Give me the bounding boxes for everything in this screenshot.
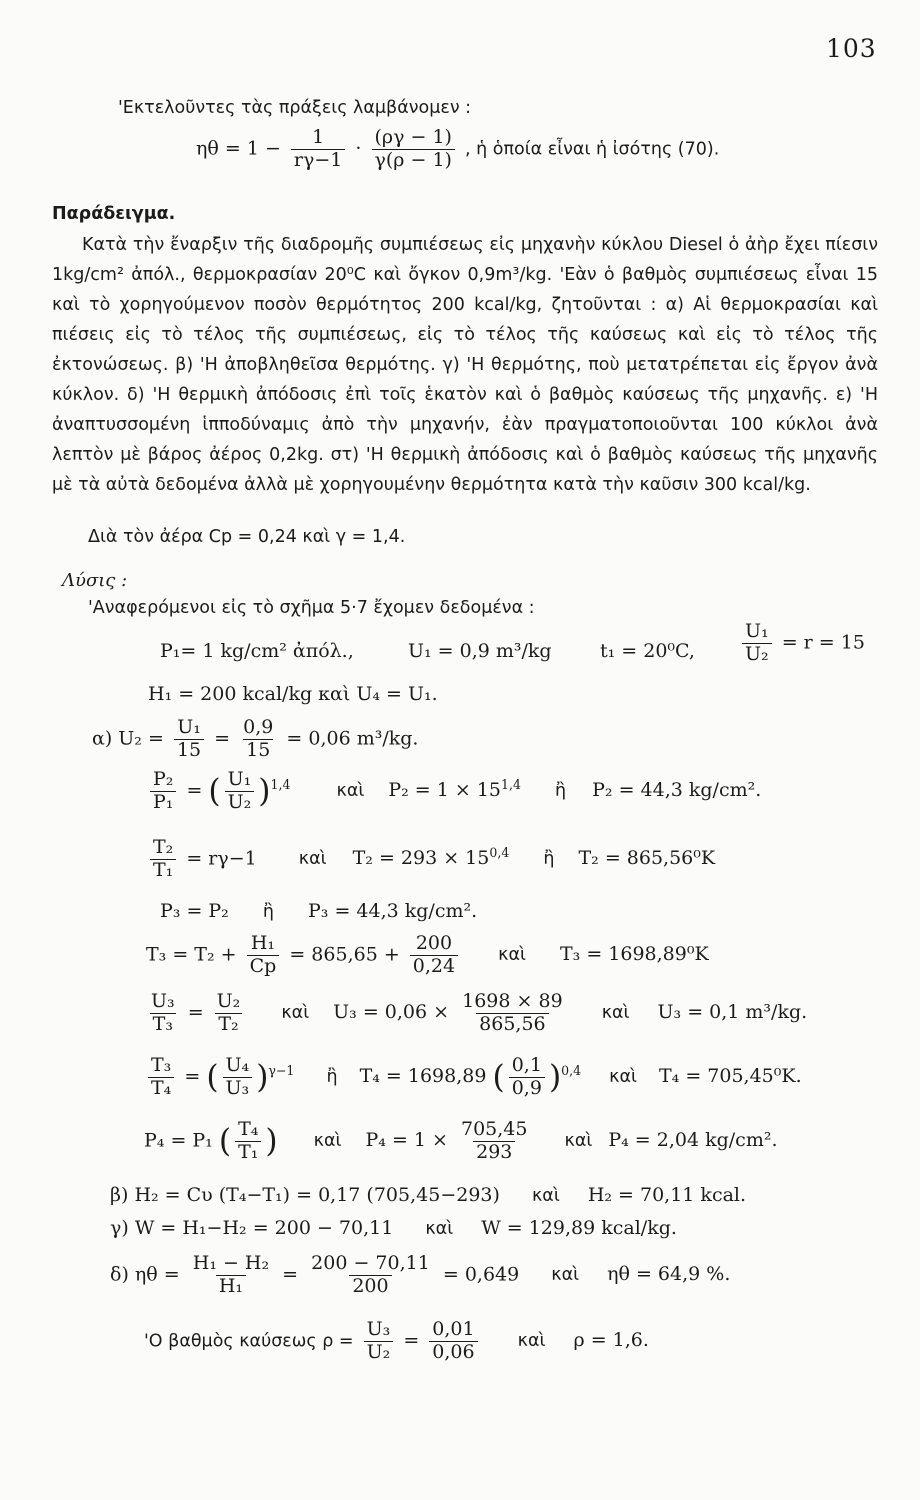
p4-and-2: καὶ <box>564 1131 593 1152</box>
step-d-equals: = <box>282 1263 299 1286</box>
given-ratio <box>738 622 865 665</box>
step-a-fraction-1: $\frac{\text{U₁}}{15}$ <box>174 718 204 761</box>
p4-calc: P₄ = 1 × <box>365 1129 448 1152</box>
p3-or: ἢ <box>262 902 274 922</box>
u3-and-2: καὶ <box>601 1003 630 1024</box>
p2-equals: = <box>186 779 203 802</box>
step-d <box>110 1254 730 1297</box>
u3-calc: U₃ = 0,06 × <box>333 1001 450 1024</box>
example-heading: Παράδειγμα. <box>52 204 176 224</box>
page-number: 103 <box>826 34 877 63</box>
equation-t4: $\frac{\text{T₃}}{\text{T₄}}$ = ( $\frac{\text{U₄}}{\text{U₃}}$ )$^{\gamma-1}$ ἢ T₄ = 1698,89 ( $\frac{0,1}{0,9}$ )$^{0,4}$ καὶ T₄ = 705,45⁰K. <box>144 1056 802 1099</box>
reference-line: 'Αναφερόμενοι εἰς τὸ σχῆμα 5·7 ἔχομεν δεδομένα : <box>88 598 535 618</box>
formula-70-lhs: ηθ = 1 − <box>196 137 281 160</box>
formula-70-tail: , ἡ ὁποία εἶναι ἡ ἰσότης (70). <box>465 139 720 160</box>
t4-result: T₄ = 705,45⁰K. <box>658 1065 802 1088</box>
t2-result: T₂ = 865,56⁰K <box>578 847 716 870</box>
u3-equals: = <box>187 1001 204 1024</box>
formula-70-fraction-1: $\frac{1}{r\gamma-1}$ <box>291 128 345 171</box>
p2-or: ἢ <box>555 781 567 802</box>
t4-calc-exponent: 0,4 <box>561 1062 582 1078</box>
p4-and: καὶ <box>313 1131 342 1152</box>
t3-result: T₃ = 1698,89⁰K <box>559 943 709 966</box>
t3-heat-fraction: $\frac{\text{H₁}}{Cp}$ <box>247 934 280 977</box>
example-paragraph: Κατὰ τὴν ἔναρξιν τῆς διαδρομῆς συμπιέσεως εἰς μηχανὴν κύκλου Diesel ὁ ἀὴρ ἔχει πίεσιν 1kg/cm² ἀπόλ., θερμοκρασίαν 20⁰C καὶ ὄγκον 0,9m³/kg. 'Εὰν ὁ βαθμὸς συμπιέσεως εἶναι 15 καὶ τὸ χορηγούμενον ποσὸν θερμότητος 200 kcal/kg, ζητοῦνται : α) Αἱ θερμοκρασίαι καὶ πιέσεις εἰς τὸ τέλος τῆς συμπιέσεως, εἰς τὸ τέλος τῆς καύσεως καὶ εἰς τὸ τέλος τῆς ἐκτονώσεως. β) 'Η ἀποβληθεῖσα θερμότης. γ) 'Η θερμότης, ποὺ μετατρέπεται εἰς ἔργον ἀνὰ κύκλον. δ) 'Η θερμικὴ ἀπόδοσις ἐπὶ τοῖς ἑκατὸν καὶ ὁ βαθμὸς καύσεως τῆς μηχανῆς. ε) 'Η ἀναπτυσσομένη ἱπποδύναμις ἀπὸ τὴν μηχανήν, ἐὰν πραγματοποιοῦνται 100 κύκλοι ἀνὰ λεπτὸν μὲ βάρος ἀέρος 0,2kg. στ) 'Η θερμικὴ ἀπόδοσις καὶ ὁ βαθμὸς καύσεως τῆς μηχανῆς μὲ τὰ αὐτὰ δεδομένα ἀλλὰ μὲ χορηγουμένην θερμότητα κατὰ τὴν καῦσιν 300 kcal/kg. <box>52 235 878 495</box>
combustion-numeric-fraction: $\frac{0,01}{0,06}$ <box>429 1320 477 1363</box>
u3-result: U₃ = 0,1 m³/kg. <box>657 1001 808 1024</box>
t2-calc: T₂ = 293 × 15 <box>352 847 490 870</box>
step-b-result: H₂ = 70,11 kcal. <box>587 1184 747 1206</box>
t3-mid: = 865,65 + <box>289 943 400 966</box>
t4-calc-fraction: $\frac{0,1}{0,9}$ <box>509 1056 545 1099</box>
t3-lhs: T₃ = T₂ + <box>146 943 237 966</box>
step-d-value: = 0,649 <box>442 1263 520 1286</box>
combustion-and: καὶ <box>517 1331 546 1352</box>
t2-and: καὶ <box>298 849 327 870</box>
given-u1: U₁ = 0,9 m³/kg <box>408 640 552 662</box>
step-b-label: β) <box>110 1184 129 1206</box>
air-constants-line: Διὰ τὸν ἀέρα Cp = 0,24 καὶ γ = 1,4. <box>88 527 406 547</box>
step-b-formula: H₂ = Cυ (T₄−T₁) = 0,17 (705,45−293) <box>134 1184 500 1206</box>
step-d-symbolic-fraction: $\frac{\text{H₁ − H₂}}{\text{H₁}}$ <box>192 1252 270 1297</box>
step-d-and: καὶ <box>551 1265 580 1286</box>
given-h1: H₁ = 200 kcal/kg καὶ U₄ = U₁. <box>148 683 438 705</box>
p4-temp-fraction: $\frac{\text{T₄}}{\text{T₁}}$ <box>235 1120 261 1163</box>
u3-right-fraction: $\frac{\text{U₂}}{\text{T₂}}$ <box>216 990 241 1035</box>
p2-volume-fraction: $\frac{\text{U₁}}{\text{U₂}}$ <box>225 770 255 813</box>
given-ratio-tail: = r = 15 <box>781 631 865 654</box>
combustion-equals: = <box>403 1329 420 1352</box>
p2-ratio-fraction: $\frac{\text{P₂}}{\text{P₁}}$ <box>150 770 176 813</box>
u3-and: καὶ <box>281 1003 310 1024</box>
step-b-and: καὶ <box>531 1186 560 1206</box>
t4-and: καὶ <box>609 1067 637 1088</box>
step-c-label: γ) <box>110 1217 129 1239</box>
step-c-result: W = 129,89 kcal/kg. <box>481 1217 677 1239</box>
p2-calc-exponent: 1,4 <box>501 776 521 792</box>
step-a <box>92 718 418 761</box>
step-a-result: = 0,06 m³/kg. <box>286 727 419 750</box>
t2-ratio-fraction: $\frac{\text{T₂}}{\text{T₁}}$ <box>150 838 176 881</box>
p2-result: P₂ = 44,3 kg/cm². <box>592 779 762 802</box>
p3-lhs: P₃ = P₂ <box>160 900 229 922</box>
step-c-and: καὶ <box>425 1219 454 1239</box>
given-t1: t₁ = 20⁰C, <box>600 640 695 662</box>
formula-70-dot: · <box>355 137 362 160</box>
t4-exponent: γ−1 <box>268 1062 295 1078</box>
t3-value-fraction: $\frac{200}{0,24}$ <box>410 934 458 977</box>
step-d-numeric-fraction: $\frac{200 - 70,11}{200}$ <box>311 1252 430 1297</box>
t3-and: καὶ <box>498 945 526 966</box>
p4-result: P₄ = 2,04 kg/cm². <box>608 1129 778 1152</box>
p3-result: P₃ = 44,3 kg/cm². <box>308 900 478 922</box>
step-d-result: ηθ = 64,9 %. <box>607 1263 731 1286</box>
equation-t3 <box>146 934 709 977</box>
p4-calc-fraction: $\frac{705,45}{293}$ <box>461 1118 528 1163</box>
step-d-lhs: ηθ = <box>134 1263 180 1286</box>
t4-calc: T₄ = 1698,89 <box>359 1065 487 1088</box>
step-a-equals: = <box>214 727 231 750</box>
formula-70-fraction-2: $\frac{(\rho\gamma - 1)}{\gamma(\rho - 1)}$ <box>372 128 455 171</box>
step-a-fraction-2: $\frac{0,9}{15}$ <box>243 716 274 761</box>
u3-left-fraction: $\frac{\text{U₃}}{\text{T₃}}$ <box>151 990 175 1035</box>
solution-heading: Λύσις : <box>62 570 128 591</box>
step-a-label: α) <box>92 727 113 750</box>
combustion-text: 'Ο βαθμὸς καύσεως ρ = <box>144 1331 354 1352</box>
step-c-formula: W = H₁−H₂ = 200 − 70,11 <box>134 1217 394 1239</box>
given-ratio-fraction: $\frac{\text{U₁}}{\text{U₂}}$ <box>742 622 772 665</box>
t2-or: ἢ <box>543 849 555 870</box>
step-c <box>110 1217 677 1239</box>
step-b <box>110 1184 746 1206</box>
step-a-lhs: U₂ = <box>118 727 164 750</box>
t4-left-fraction: $\frac{\text{T₃}}{\text{T₄}}$ <box>148 1056 174 1099</box>
t2-rhs: = rγ−1 <box>186 847 257 870</box>
equation-t2 <box>146 838 715 881</box>
equation-p3 <box>160 900 477 922</box>
combustion-result: ρ = 1,6. <box>573 1329 649 1352</box>
u3-calc-fraction: $\frac{1698 \times 89}{865,56}$ <box>462 990 563 1035</box>
combustion-ratio <box>144 1320 649 1363</box>
equation-u3 <box>144 992 807 1035</box>
given-p1: P₁= 1 kg/cm² ἀπόλ., <box>160 640 354 662</box>
t4-volume-fraction: $\frac{\text{U₄}}{\text{U₃}}$ <box>223 1056 253 1099</box>
formula-70 <box>196 128 719 171</box>
p2-calc: P₂ = 1 × 15 <box>388 779 502 802</box>
step-d-label: δ) <box>110 1263 129 1286</box>
t4-or: ἢ <box>326 1067 338 1088</box>
p2-and: καὶ <box>336 781 365 802</box>
p2-exponent: 1,4 <box>270 776 291 792</box>
t2-calc-exponent: 0,4 <box>489 844 510 860</box>
equation-p2: $\frac{\text{P₂}}{\text{P₁}}$ = ( $\frac{\text{U₁}}{\text{U₂}}$ )$^{1,4}$ καὶ $P_2 = 1 \times 15^{1,4}$ ἢ P₂ = 44,3 kg/cm². <box>146 770 761 813</box>
intro-line: 'Εκτελοῦντες τὰς πράξεις λαμβάνομεν : <box>118 98 472 118</box>
combustion-symbolic-fraction: $\frac{\text{U₃}}{\text{U₂}}$ <box>364 1320 394 1363</box>
t4-equals: = <box>184 1065 201 1088</box>
p4-lhs: P₄ = P₁ <box>144 1129 213 1152</box>
equation-p4: P₄ = P₁ ( $\frac{\text{T₄}}{\text{T₁}}$ ) καὶ P₄ = 1 × $\frac{705,45}{293}$ καὶ P₄ = 2,04 kg/cm². <box>144 1118 778 1163</box>
